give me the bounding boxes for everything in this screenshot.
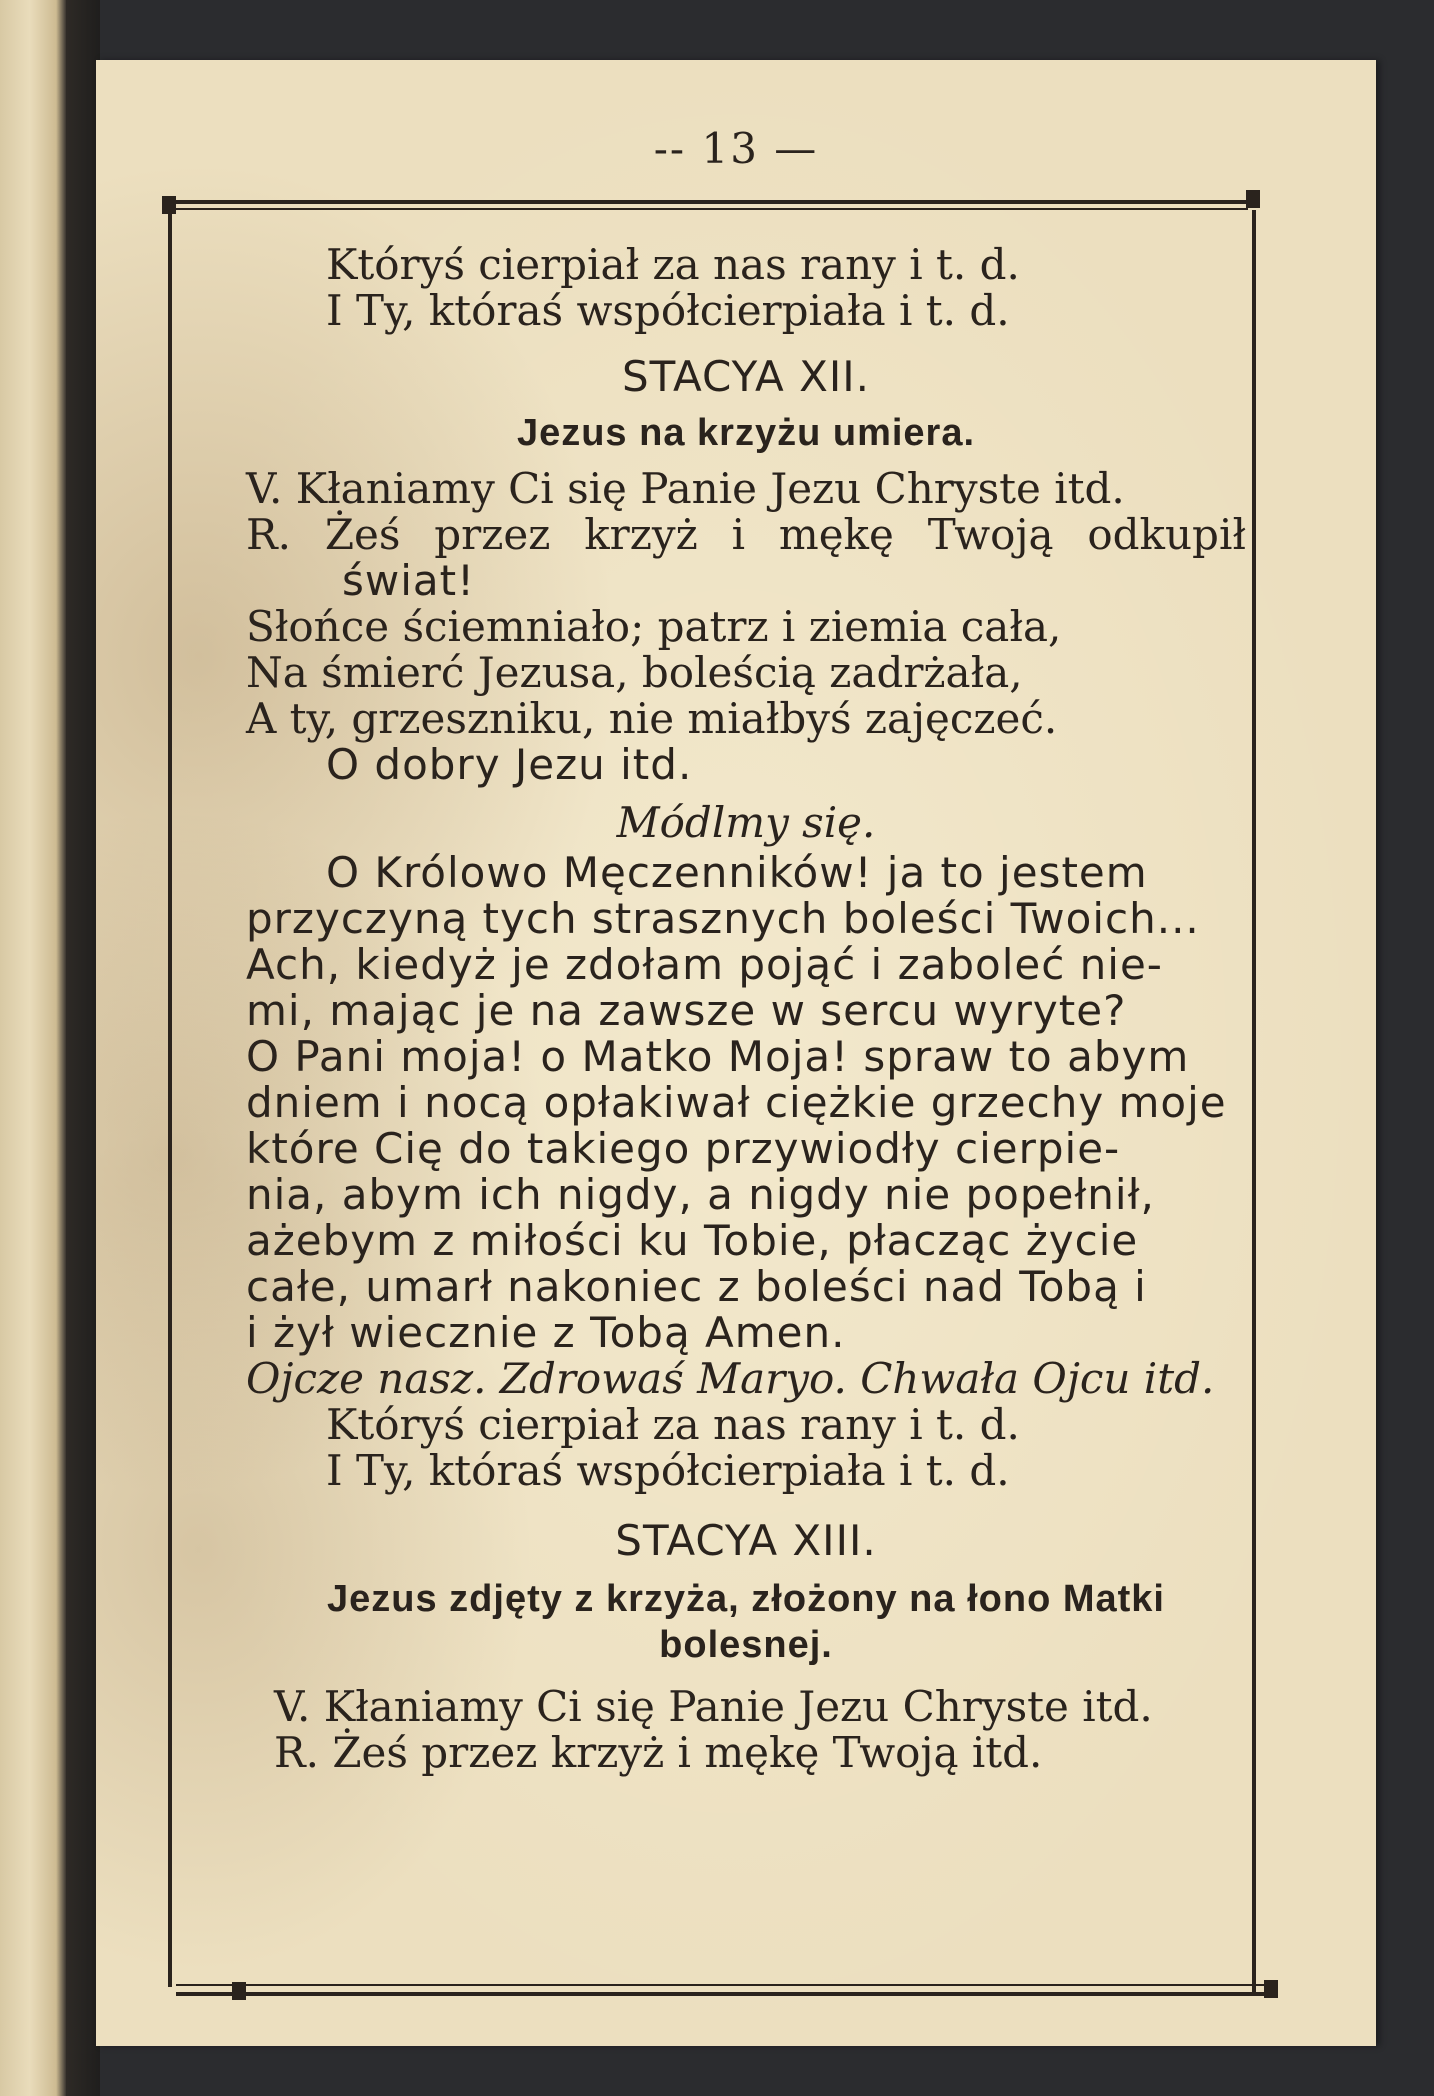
- left-page-edge: [0, 0, 66, 2096]
- station-13-subtitle-continued: bolesnej.: [659, 1624, 833, 1666]
- station-12-subtitle: Jezus na krzyżu umiera.: [516, 412, 976, 454]
- book-page: [96, 60, 1376, 2046]
- response: R. Żeś przez krzyż i mękę Twoją itd.: [274, 1728, 1043, 1777]
- text-line: I Ty, któraś współcierpiała i t. d.: [326, 1446, 1010, 1495]
- response-continued: świat!: [342, 556, 475, 605]
- prayer-line: O Królowo Męczenników! ja to jestem: [326, 848, 1148, 897]
- prayer-line: całe, umarł nakoniec z boleści nad Tobą i: [246, 1262, 1147, 1311]
- station-13-subtitle: Jezus zdjęty z krzyża, złożony na łono Matki: [327, 1578, 1165, 1620]
- verse-line: A ty, grzeszniku, nie miałbyś zajęczeć.: [246, 694, 1058, 743]
- prayer-line: przyczyną tych strasznych boleści Twoich...: [246, 894, 1200, 943]
- frame-top-rule: [176, 200, 1248, 204]
- prayer-line: nia, abym ich nigdy, a nigdy nie popełnił,: [246, 1170, 1155, 1219]
- prayer-line: dniem i nocą opłakiwał ciężkie grzechy moje: [246, 1078, 1227, 1127]
- page-text: [246, 242, 1246, 1776]
- frame-bottom-rule: [176, 1992, 1266, 1996]
- book-spine: [66, 0, 100, 2096]
- station-13-title: STACYA XIII.: [615, 1516, 877, 1565]
- versicle: V. Kłaniamy Ci się Panie Jezu Chryste itd.: [246, 464, 1125, 513]
- frame-left-line: [168, 212, 172, 1987]
- prayer-line: O Pani moja! o Matko Moja! spraw to abym: [246, 1032, 1190, 1081]
- frame-right-line: [1252, 210, 1256, 1995]
- frame-corner-top-right: [1246, 190, 1260, 208]
- text-line: Któryś cierpiał za nas rany i t. d.: [326, 240, 1020, 289]
- prayer-heading: Módlmy się.: [616, 798, 876, 847]
- page-number: -- 13 —: [653, 124, 819, 173]
- station-12-title: STACYA XII.: [621, 352, 870, 401]
- verse-line: Na śmierć Jezusa, boleścią zadrżała,: [246, 648, 1023, 697]
- text-line: Któryś cierpiał za nas rany i t. d.: [326, 1400, 1020, 1449]
- prayer-line: które Cię do takiego przywiodły cierpie-: [246, 1124, 1121, 1173]
- verse-line: Słońce ściemniało; patrz i ziemia cała,: [246, 602, 1062, 651]
- frame-corner-bottom-right: [1264, 1980, 1278, 1998]
- prayer-line: Ach, kiedyż je zdołam pojąć i zaboleć nie-: [246, 940, 1163, 989]
- prayer-line: mi, mając je na zawsze w sercu wyryte?: [246, 986, 1127, 1035]
- frame-corner-bottom-left: [232, 1982, 246, 2000]
- verse-line: O dobry Jezu itd.: [326, 740, 693, 789]
- response: R. Żeś przez krzyż i mękę Twoją odkupił: [246, 510, 1246, 559]
- frame-bottom-rule-inner: [176, 1984, 1266, 1986]
- prayer-closing: Ojcze nasz. Zdrowaś Maryo. Chwała Ojcu itd.: [246, 1354, 1215, 1403]
- text-line: I Ty, któraś współcierpiała i t. d.: [326, 286, 1010, 335]
- prayer-line: ażebym z miłości ku Tobie, płacząc życie: [246, 1216, 1139, 1265]
- frame-top-rule-inner: [176, 208, 1248, 210]
- prayer-line: i żył wiecznie z Tobą Amen.: [246, 1308, 846, 1357]
- versicle: V. Kłaniamy Ci się Panie Jezu Chryste itd.: [274, 1682, 1153, 1731]
